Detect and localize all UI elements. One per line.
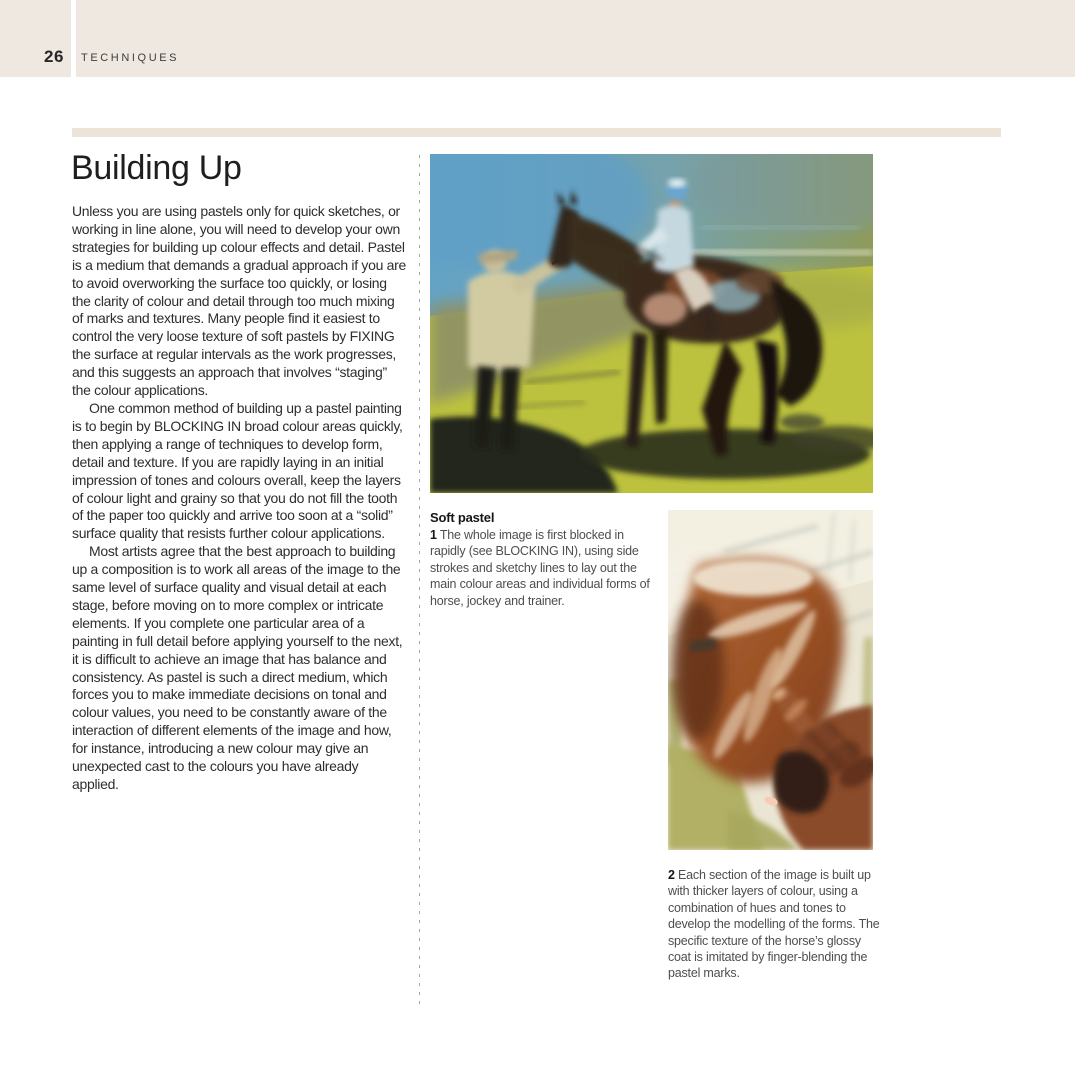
step-1-number: 1 [430,528,437,542]
figure-hand-blending [668,510,873,850]
figure-horse-painting [430,154,873,493]
horse-painting-image [430,154,873,493]
body-paragraph-3: Most artists agree that the best approach to building up a composition is to work all areas of the image to the same level of surface quality and visual detail at each stage, before moving on to more complex or intricate elements. If you complete one particular area of a painting in full detail before applying yourself to the next, it is difficult to achieve an image that has balance and consistency. As pastel is such a direct medium, which forces you to make immediate decisions on tonal and colour values, you need to be constantly aware of the interaction of different elements of the image and how, for instance, introducing a new colour may give an unexpected cast to the colours you have already applied. [72,543,403,792]
header-divider [71,0,76,77]
accent-bar [72,128,1001,137]
article-body [72,203,407,794]
caption-step-2 [668,867,880,982]
body-paragraph-2: One common method of building up a pastel painting is to begin by BLOCKING IN broad colour areas quickly, then applying a range of techniques to develop form, detail and texture. If you are rapidly laying in an initial impression of tones and colours overall, keep the layers of colour light and grainy so that you do not fill the tooth of the paper too quickly and arrive too soon at a “solid” surface quality that resists further colour applications. [72,399,403,542]
caption-step-2-text: 2 Each section of the image is built up with thicker layers of colour, using a combination of hues and tones to develop the modelling of the forms. The specific texture of the horse’s glossy coat is imitated by finger-blending the pastel marks. [668,868,880,981]
hand-blending-image [668,510,873,850]
article-title: Building Up [71,149,242,187]
step-2-number: 2 [668,868,675,882]
section-label: TECHNIQUES [81,52,180,64]
caption-heading: Soft pastel [430,510,495,525]
page-header [0,0,1075,77]
caption-step-1 [430,509,650,609]
caption-step-1-text: 1 The whole image is first blocked in rapidly (see BLOCKING IN), using side strokes and sketchy lines to lay out the main colour areas and individual forms of horse, jockey and trainer. [430,528,650,608]
page-number: 26 [44,47,64,66]
dotted-separator [419,155,420,1005]
body-paragraph-1: Unless you are using pastels only for quick sketches, or working in line alone, you will need to develop your own strategies for building up colour effects and detail. Pastel is a medium that demands a gradual approach if you are to avoid overworking the surface too quickly, or losing the clarity of colour and detail through too much mixing of marks and textures. Many people find it easiest to control the very loose texture of soft pastels by FIXING the surface at regular intervals as the work progresses, and this suggests an approach that involves “staging” the colour applications. [72,203,407,399]
